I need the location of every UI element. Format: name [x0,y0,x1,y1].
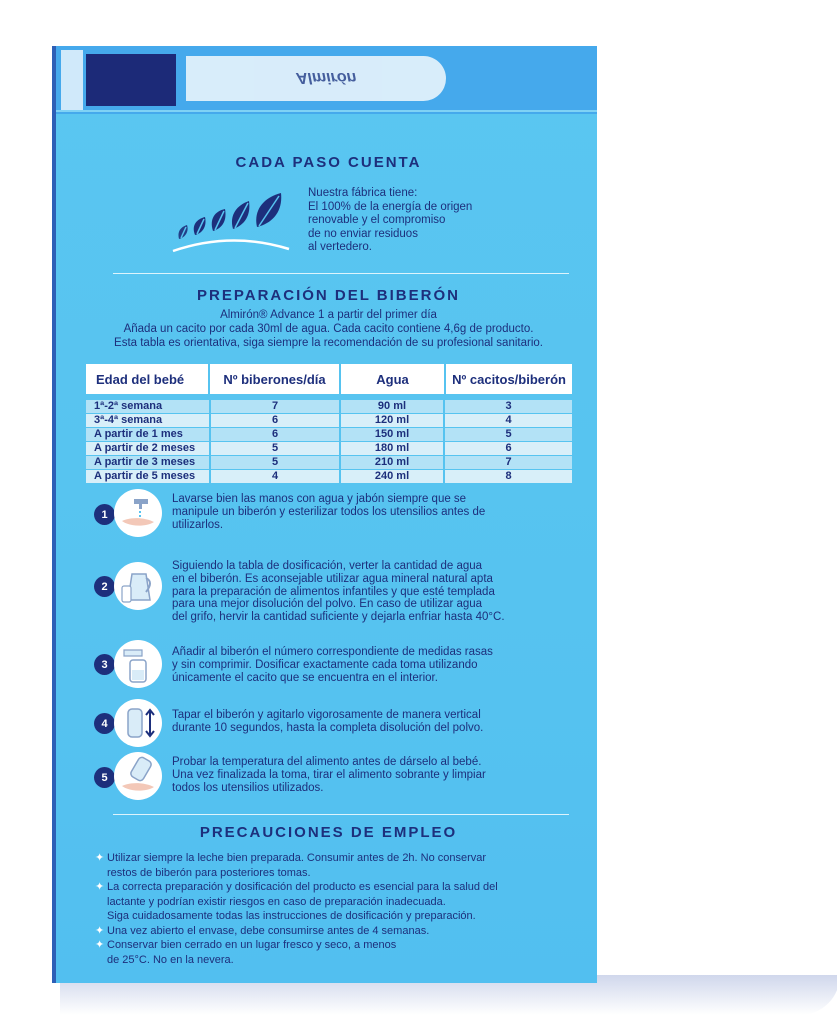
brand-logo-area [186,56,446,101]
table-row [86,442,572,455]
table-cell: 90 ml [341,400,445,413]
table-cell: 4 [211,470,341,483]
eco-line: renovable y el compromiso [308,214,446,226]
column-header: Edad del bebé [86,364,210,394]
table-cell: 210 ml [341,456,445,469]
step-line: y sin comprimir. Dosificar exactamente cada toma utilizando [172,658,478,671]
box-top-panel [56,46,597,114]
step-number-badge: 3 [94,654,115,675]
top-edge-line [56,110,597,112]
precautions-heading: PRECAUCIONES DE EMPLEO [199,824,458,841]
step-number-badge: 1 [94,504,115,525]
step-line: todos los utensilios utilizados. [172,781,324,794]
table-row [86,414,572,427]
step-line: durante 10 segundos, hasta la completa disolución del polvo. [172,721,484,734]
table-cell: 240 ml [341,470,445,483]
table-cell: 4 [505,414,512,426]
table-cell: 5 [211,442,341,455]
preparation-heading: PREPARACIÓN DEL BIBERÓN [197,287,460,304]
table-cell: 150 ml [341,428,445,441]
temperature-check-icon [114,752,162,800]
step-text [172,756,582,794]
table-cell: A partir de 2 meses [86,442,211,455]
table-cell: A partir de 1 mes [86,428,211,441]
table-cell: 1ª-2ª semana [86,400,211,413]
precaution-line: Una vez abierto el envase, debe consumirse antes de 4 semanas. [107,924,430,937]
table-cell: 5 [505,428,512,440]
precaution-line: Siga cuidadosamente todas las instrucciones de dosificación y preparación. [107,910,476,922]
top-label-strip [61,50,83,110]
section-divider [113,814,569,815]
table-cell: 180 ml [341,442,445,455]
step-line: Una vez finalizada la toma, tirar el alimento sobrante y limpiar [172,768,486,781]
step-line: Tapar el biberón y agitarlo vigorosamente de manera vertical [172,709,481,721]
table-cell: 5 [211,456,341,469]
eco-line: Nuestra fábrica tiene: [308,187,418,199]
preparation-instruction: Añada un cacito por cada 30ml de agua. Cada cacito contiene 4,6g de producto. [123,323,534,335]
leaves-logo-icon [171,191,291,261]
step-number-badge: 5 [94,767,115,788]
precautions-list [95,851,585,967]
column-header: Nº biberones/día [210,364,341,394]
hand-washing-icon [114,489,162,537]
precaution-line: Utilizar siempre la leche bien preparada. Consumir antes de 2h. No conservar [107,852,487,864]
list-item [95,851,585,880]
table-cell: 3ª-4ª semana [86,414,211,427]
list-item [95,880,585,924]
brand-logo: Almirón [296,69,357,86]
table-cell: 7 [211,400,341,413]
eco-heading: CADA PASO CUENTA [235,154,422,171]
table-row [86,428,572,441]
step-number-badge: 4 [94,713,115,734]
step-1 [94,489,584,541]
step-text [172,560,582,624]
step-5 [94,752,584,804]
step-line: Siguiendo la tabla de dosificación, verter la cantidad de agua [172,560,483,572]
table-cell: 8 [505,470,512,482]
table-row [86,470,572,483]
table-header [86,364,572,394]
bullet-star-icon: ✦ [95,924,105,937]
list-item [95,924,585,939]
eco-text [308,187,508,255]
product-box-back [52,46,597,983]
step-line: para una mejor disolución del polvo. En caso de utilizar agua [172,598,483,611]
table-cell: 120 ml [341,414,445,427]
table-cell: 6 [211,414,341,427]
precaution-line: restos de biberón para posteriores tomas. [107,866,311,879]
kettle-bottle-icon [114,562,162,610]
bullet-star-icon: ✦ [95,939,105,951]
step-2 [94,560,584,628]
step-3 [94,638,584,690]
step-line: en el biberón. Es aconsejable utilizar agua mineral natural apta [172,572,493,585]
eco-line: El 100% de la energía de origen [308,200,473,213]
column-header: Nº cacitos/biberón [452,371,566,387]
top-navy-block [86,54,176,106]
eco-line: de no enviar residuos [308,227,418,240]
step-line: utilizarlos. [172,518,224,531]
scoop-bottle-icon [114,640,162,688]
table-cell: 6 [505,442,512,454]
table-body [86,400,572,483]
bullet-star-icon: ✦ [95,881,105,893]
precaution-line: de 25°C. No en la nevera. [107,953,234,966]
step-4 [94,699,584,751]
precaution-line: Conservar bien cerrado en un lugar fresco y seco, a menos [107,939,397,951]
eco-line: al vertedero. [308,241,372,253]
preparation-subtitle: Almirón® Advance 1 a partir del primer día [220,309,437,321]
step-line: Añadir al biberón el número correspondiente de medidas rasas [172,646,493,658]
step-number-badge: 2 [94,576,115,597]
table-cell: 7 [505,456,512,468]
bullet-star-icon: ✦ [95,852,105,864]
step-line: únicamente el cacito que se encuentra en el interior. [172,671,438,684]
precaution-line: lactante y podrían existir riesgos en caso de preparación inadecuada. [107,895,446,908]
step-line: para la preparación de alimentos infantiles y que esté templada [172,585,495,598]
column-header: Agua [341,364,446,394]
step-text [172,493,582,531]
step-line: del grifo, hervir la cantidad suficiente y dejarla enfriar hasta 40°C. [172,611,505,624]
table-cell: 3 [505,400,512,412]
table-row [86,456,572,469]
table-row [86,400,572,413]
table-cell: A partir de 3 meses [86,456,211,469]
step-text [172,709,582,735]
step-line: Probar la temperatura del alimento antes de dárselo al bebé. [172,756,482,768]
table-cell: A partir de 5 meses [86,470,211,483]
preparation-note: Esta tabla es orientativa, siga siempre la recomendación de su profesional sanitario. [114,337,543,349]
step-line: manipule un biberón y esterilizar todos los utensilios antes de [172,505,486,518]
precaution-line: La correcta preparación y dosificación del producto es esencial para la salud del [107,881,498,893]
table-cell: 6 [211,428,341,441]
list-item [95,938,585,967]
step-text [172,646,582,684]
dosage-table [86,364,572,483]
section-divider [113,273,569,274]
step-line: Lavarse bien las manos con agua y jabón siempre que se [172,493,467,505]
shake-bottle-icon [114,699,162,747]
